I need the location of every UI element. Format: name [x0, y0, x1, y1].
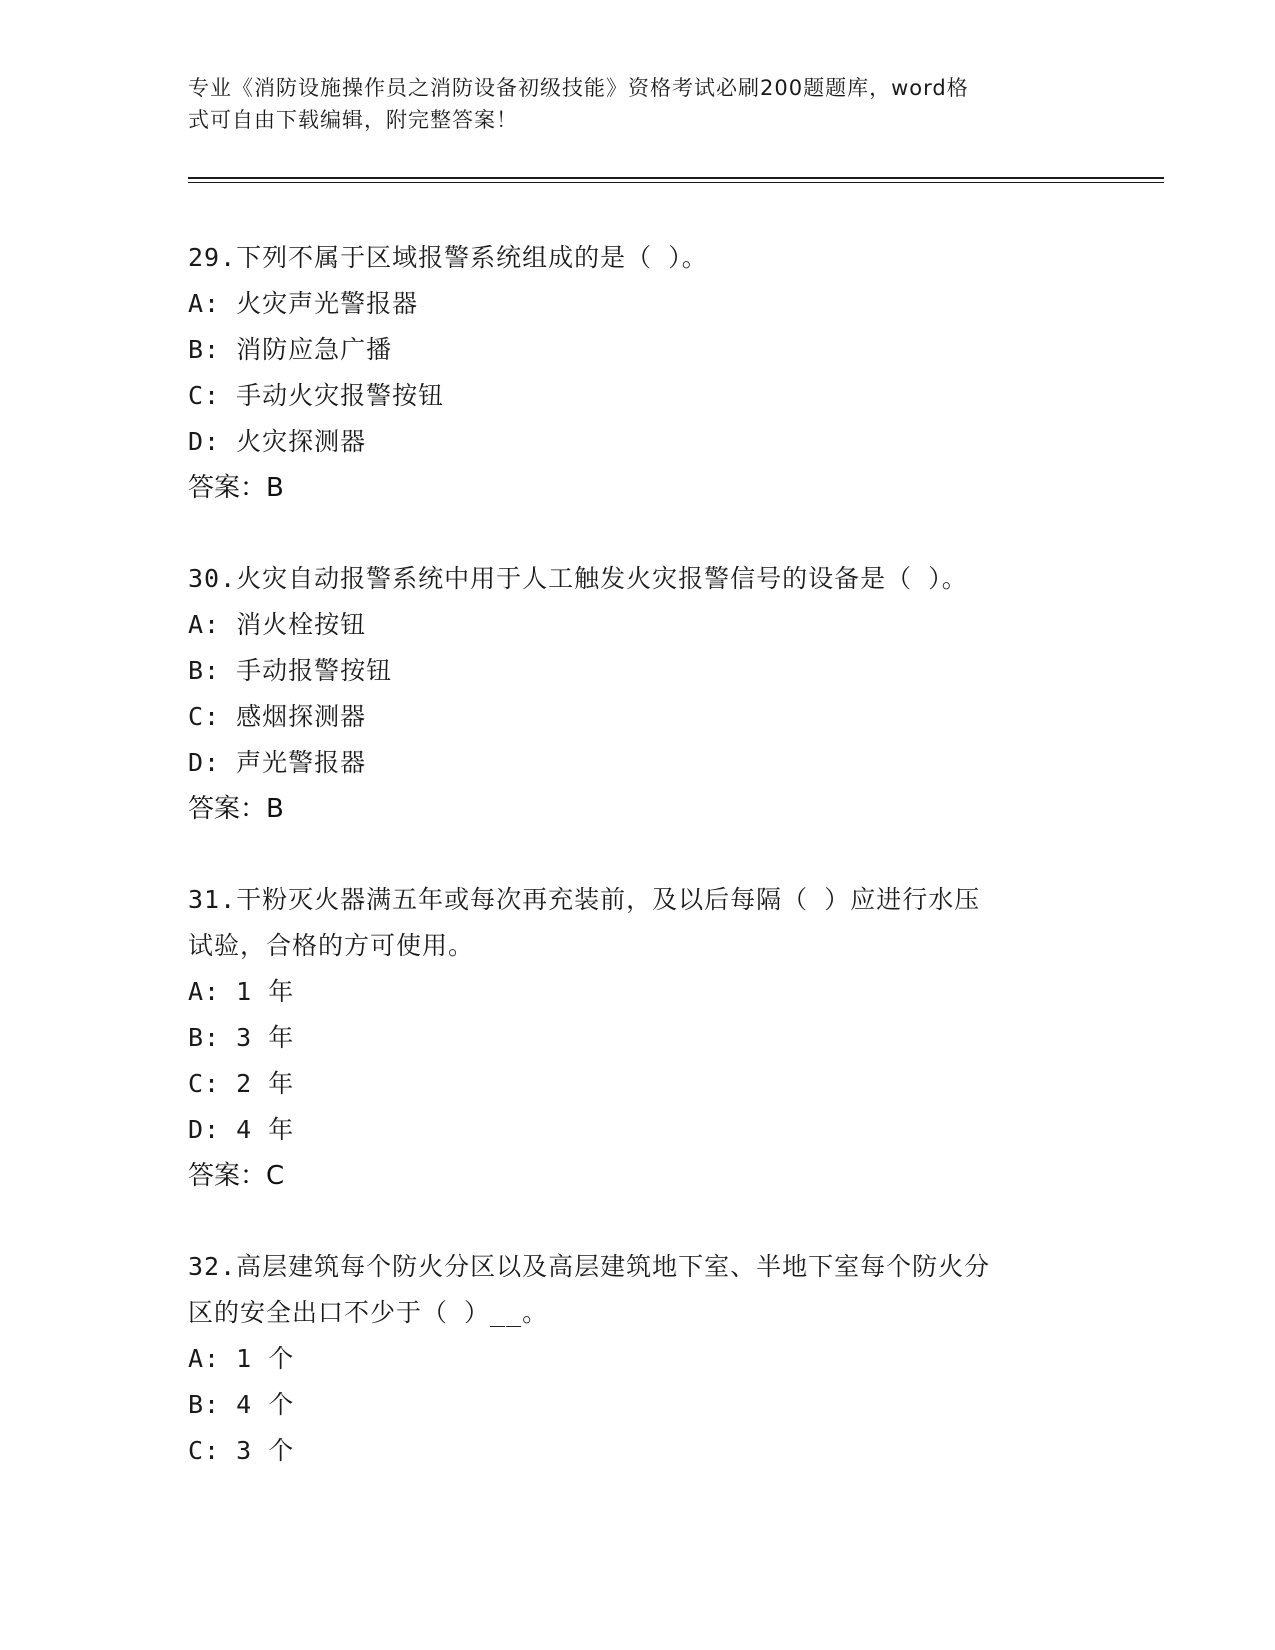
- option-b: B: 消防应急广播: [188, 335, 393, 364]
- question-stem: 30.火灾自动报警系统中用于人工触发火灾报警信号的设备是（ ）。: [188, 564, 968, 593]
- option-c: C: 2 年: [188, 1069, 295, 1098]
- header-divider-thin: [188, 182, 1164, 183]
- question-stem-continued: 试验，合格的方可使用。: [188, 931, 475, 960]
- question-list: [188, 235, 1088, 1519]
- question-stem: 31.干粉灭火器满五年或每次再充装前，及以后每隔（ ）应进行水压: [188, 885, 981, 914]
- option-c: C: 3 个: [188, 1436, 295, 1465]
- question-31: [188, 877, 1088, 1199]
- option-c: C: 手动火灾报警按钮: [188, 381, 445, 410]
- option-a: A: 1 个: [188, 1344, 295, 1373]
- option-b: B: 3 年: [188, 1023, 295, 1052]
- answer: 答案：B: [188, 794, 284, 824]
- question-stem-continued: 区的安全出口不少于（ ）__。: [188, 1298, 549, 1327]
- question-29: [188, 235, 1088, 511]
- question-32: [188, 1244, 1088, 1474]
- option-d: D: 4 年: [188, 1115, 295, 1144]
- option-a: A: 消火栓按钮: [188, 610, 367, 639]
- question-stem: 32.高层建筑每个防火分区以及高层建筑地下室、半地下室每个防火分: [188, 1252, 991, 1281]
- option-d: D: 声光警报器: [188, 748, 367, 777]
- header-line-1: 专业《消防设施操作员之消防设备初级技能》资格考试必刷200题题库，word格: [188, 76, 969, 100]
- option-b: B: 4 个: [188, 1390, 295, 1419]
- header-divider-thick: [188, 177, 1164, 179]
- question-stem: 29.下列不属于区域报警系统组成的是（ ）。: [188, 243, 708, 272]
- option-a: A: 1 年: [188, 977, 295, 1006]
- option-d: D: 火灾探测器: [188, 427, 367, 456]
- option-a: A: 火灾声光警报器: [188, 289, 419, 318]
- header-line-2: 式可自由下载编辑，附完整答案！: [188, 108, 518, 132]
- answer: 答案：B: [188, 473, 284, 503]
- option-c: C: 感烟探测器: [188, 702, 367, 731]
- document-header: [188, 72, 1068, 136]
- question-30: [188, 556, 1088, 832]
- answer: 答案：C: [188, 1161, 285, 1191]
- option-b: B: 手动报警按钮: [188, 656, 393, 685]
